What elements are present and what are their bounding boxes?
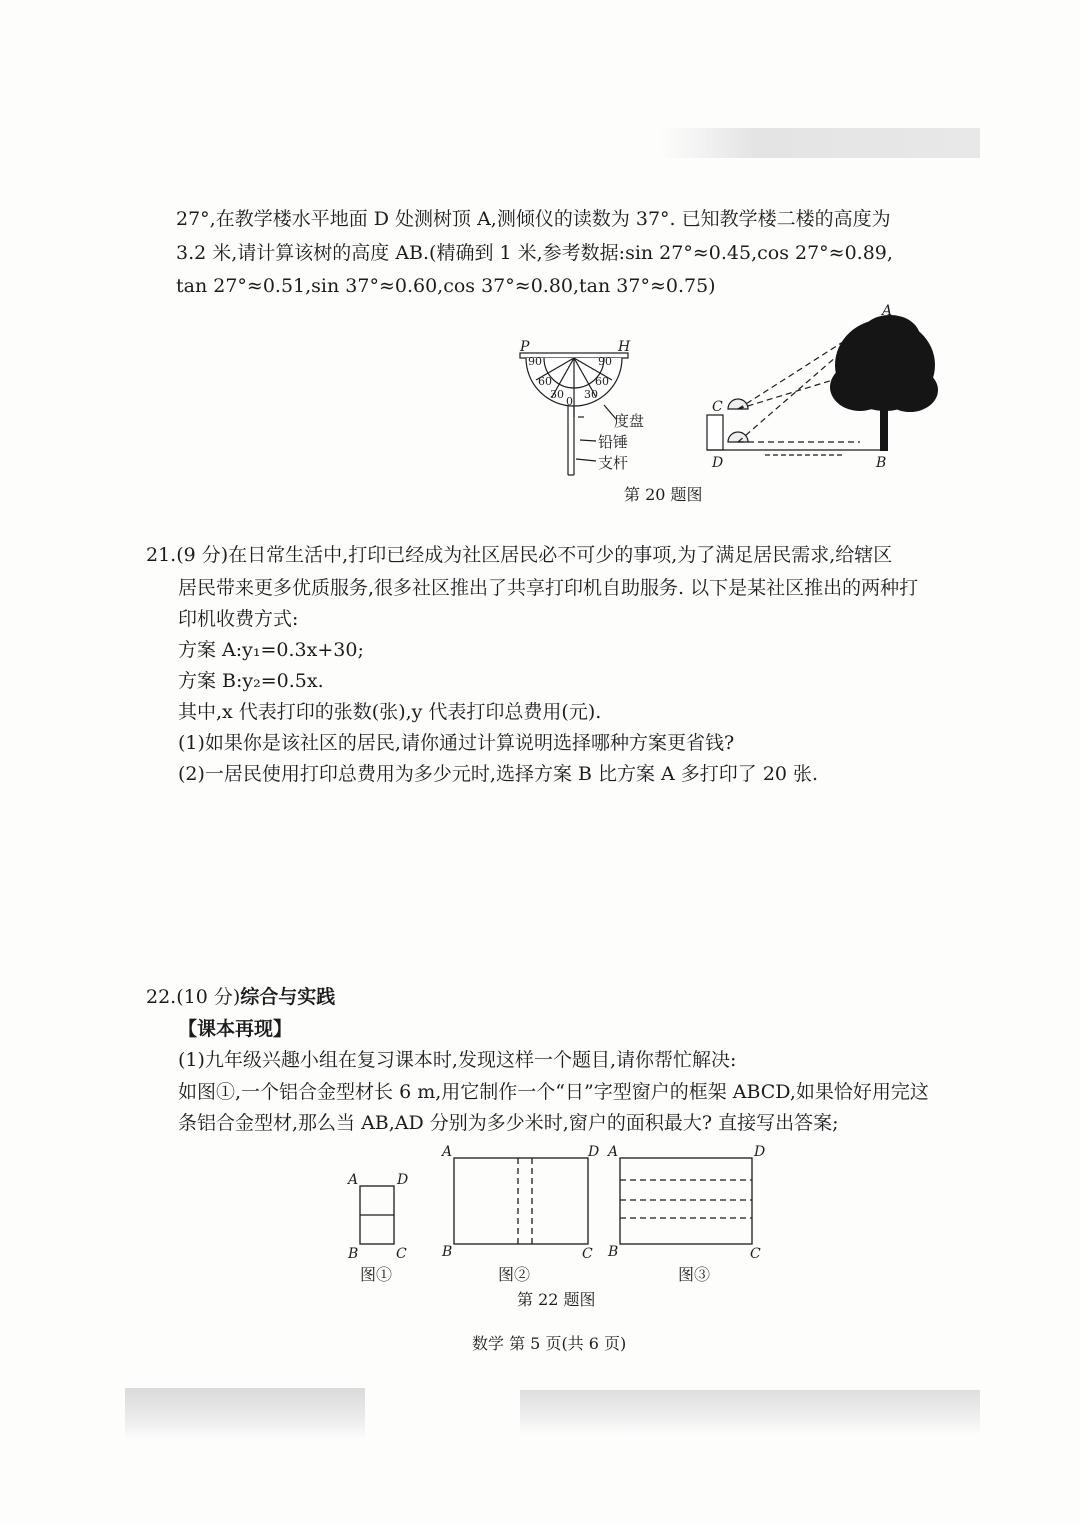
fig22-window-3 — [620, 1158, 752, 1244]
fig20-deg-60-left: 60 — [538, 375, 552, 388]
q22-part-1: (1)九年级兴趣小组在复习课本时,发现这样一个题目,请你帮忙解决: — [178, 1049, 737, 1071]
fig22-1-b: B — [348, 1246, 359, 1262]
fig22-caption: 第 22 题图 — [517, 1290, 596, 1309]
fig22-1-c: C — [396, 1246, 407, 1262]
q20-line-1: 27°,在教学楼水平地面 D 处测树顶 A,测倾仪的读数为 37°. 已知教学楼二楼的高度为 — [176, 208, 891, 230]
fig20-point-p: P — [520, 339, 530, 355]
fig22-3-b: B — [608, 1244, 619, 1260]
fig20-label-dial: 度盘 — [614, 412, 645, 430]
fig22-window-2 — [454, 1158, 588, 1244]
q21-line-2: 居民带来更多优质服务,很多社区推出了共享打印机自助服务. 以下是某社区推出的两种打 — [178, 577, 919, 599]
fig20-point-h: H — [618, 339, 631, 355]
fig22-1-d: D — [397, 1172, 409, 1188]
q21-part-1: (1)如果你是该社区的居民,请你通过计算说明选择哪种方案更省钱? — [178, 732, 735, 754]
q21-plan-a: 方案 A:y₁=0.3x+30; — [178, 639, 364, 661]
fig22-2-a: A — [442, 1144, 453, 1160]
q21-plan-b: 方案 B:y₂=0.5x. — [178, 670, 324, 692]
scan-shadow-bottom-right — [520, 1390, 980, 1435]
fig20-caption: 第 20 题图 — [624, 485, 703, 504]
fig20-label-rod: 支杆 — [598, 454, 629, 472]
scan-shadow-top — [660, 128, 980, 158]
q22-line-a: 如图①,一个铝合金型材长 6 m,用它制作一个“日”字型窗户的框架 ABCD,如果恰好用完这 — [178, 1081, 929, 1103]
q20-line-3: tan 27°≈0.51,sin 37°≈0.60,cos 37°≈0.80,tan 37°≈0.75) — [176, 275, 716, 297]
fig20-point-a: A — [882, 303, 893, 319]
fig22-window-1 — [360, 1186, 394, 1244]
fig22-1-a: A — [348, 1172, 359, 1188]
fig20-point-d: D — [712, 455, 724, 471]
q22-line-b: 条铝合金型材,那么当 AB,AD 分别为多少米时,窗户的面积最大? 直接写出答案; — [178, 1112, 839, 1134]
fig20-deg-30-right: 30 — [584, 388, 598, 401]
q20-line-2: 3.2 米,请计算该树的高度 AB.(精确到 1 米,参考数据:sin 27°≈0.45,cos 27°≈0.89, — [176, 242, 893, 264]
fig22-3-d: D — [754, 1144, 766, 1160]
fig22-2-label: 图② — [498, 1265, 531, 1284]
figure-20 — [500, 305, 920, 485]
figure-22 — [340, 1140, 780, 1290]
fig22-1-label: 图① — [360, 1265, 393, 1284]
fig22-2-d: D — [588, 1144, 600, 1160]
q21-part-2: (2)一居民使用打印总费用为多少元时,选择方案 B 比方案 A 多打印了 20 张. — [178, 763, 819, 785]
fig22-3-a: A — [608, 1144, 619, 1160]
fig20-point-b: B — [876, 455, 887, 471]
fig22-2-b: B — [442, 1244, 453, 1260]
page-footer: 数学 第 5 页(共 6 页) — [472, 1334, 627, 1353]
fig22-2-c: C — [582, 1246, 593, 1262]
q22-header — [146, 988, 335, 1007]
fig22-3-c: C — [750, 1246, 761, 1262]
fig20-point-c: C — [712, 399, 723, 415]
scan-shadow-bottom-left — [125, 1388, 365, 1440]
q21-line-3: 印机收费方式: — [178, 608, 299, 630]
fig20-deg-90-right: 90 — [598, 355, 612, 368]
tree-icon — [830, 315, 938, 451]
q22-section: 【课本再现】 — [178, 1018, 293, 1040]
fig22-3-label: 图③ — [678, 1265, 711, 1284]
q21-note: 其中,x 代表打印的张数(张),y 代表打印总费用(元). — [178, 701, 602, 723]
q22-header-num: 22.(10 分) — [146, 986, 241, 1008]
q22-header-title: 综合与实践 — [240, 986, 336, 1008]
fig20-deg-0: 0 — [566, 395, 573, 408]
fig20-deg-30-left: 30 — [550, 388, 564, 401]
q21-header: 21.(9 分)在日常生活中,打印已经成为社区居民必不可少的事项,为了满足居民需求,给辖区 — [146, 544, 893, 566]
fig20-deg-60-right: 60 — [595, 375, 609, 388]
fig20-deg-90-left: 90 — [528, 355, 542, 368]
fig20-label-plumb: 铅锤 — [598, 433, 629, 451]
